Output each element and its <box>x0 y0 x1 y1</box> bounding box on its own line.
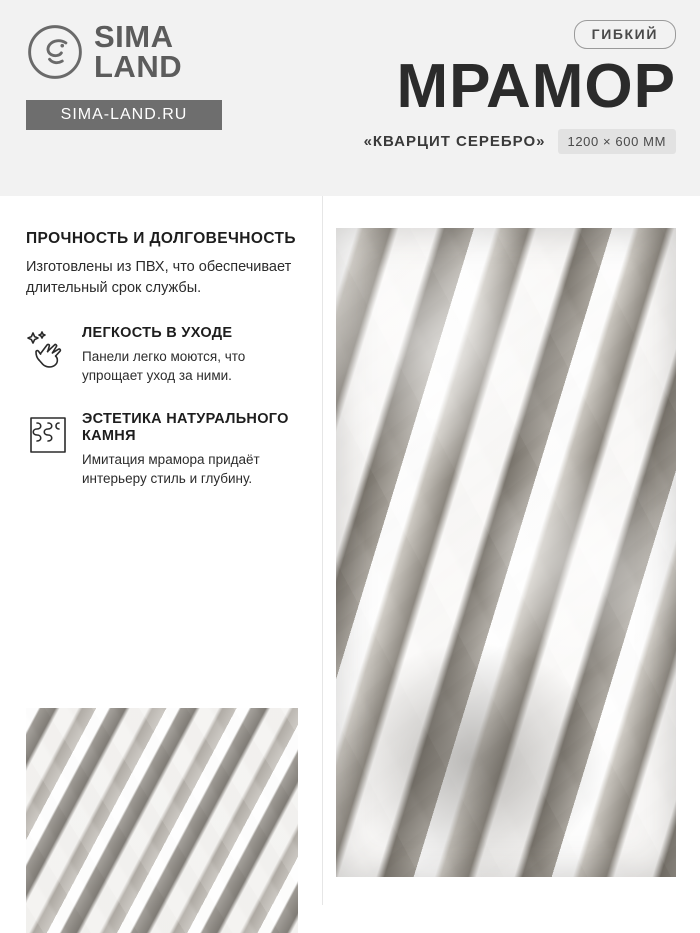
page-title: МРАМОР <box>396 52 676 121</box>
feature-title: ЭСТЕТИКА НАТУРАЛЬНОГО КАМНЯ <box>82 411 289 444</box>
feature-block-aesthetics <box>26 411 300 488</box>
product-size-badge: 1200 × 600 ММ <box>558 129 677 154</box>
feature-description: Панели легко моются, что упрощает уход за ними. <box>82 349 246 383</box>
stone-texture-icon <box>26 413 70 457</box>
marble-panel-sample <box>336 228 676 877</box>
brand-url: SIMA-LAND.RU <box>26 100 222 130</box>
marble-veining <box>336 228 676 877</box>
feature-texts <box>82 325 300 385</box>
product-tag: ГИБКИЙ <box>574 20 676 49</box>
feature-title: ПРОЧНОСТЬ И ДОЛГОВЕЧНОСТЬ <box>26 230 296 247</box>
sparkle-hand-icon <box>26 327 70 371</box>
marble-wall <box>26 708 298 933</box>
feature-description: Имитация мрамора придаёт интерьеру стиль и глубину. <box>82 452 260 486</box>
features-column <box>0 196 322 905</box>
header <box>0 0 700 196</box>
brand-name-line2: LAND <box>94 49 183 84</box>
title-block <box>322 0 700 196</box>
bathroom-interior-photo <box>26 708 298 933</box>
feature-texts <box>82 411 300 488</box>
feature-description: Изготовлены из ПВХ, что обеспечивает длительный срок службы. <box>26 259 292 296</box>
feature-title: ЛЕГКОСТЬ В УХОДЕ <box>82 325 233 341</box>
brand-block <box>0 0 322 196</box>
feature-block-easy-care <box>26 325 300 385</box>
feature-block-durability <box>26 230 300 299</box>
panel-column <box>322 196 700 905</box>
logo-row <box>26 19 322 84</box>
brand-name-line1: SIMA <box>94 19 174 54</box>
sima-land-logo-icon <box>26 23 84 81</box>
product-name: «КВАРЦИТ СЕРЕБРО» <box>363 133 546 150</box>
subtitle-row <box>364 129 676 154</box>
brand-name <box>94 19 183 84</box>
content <box>0 196 700 905</box>
